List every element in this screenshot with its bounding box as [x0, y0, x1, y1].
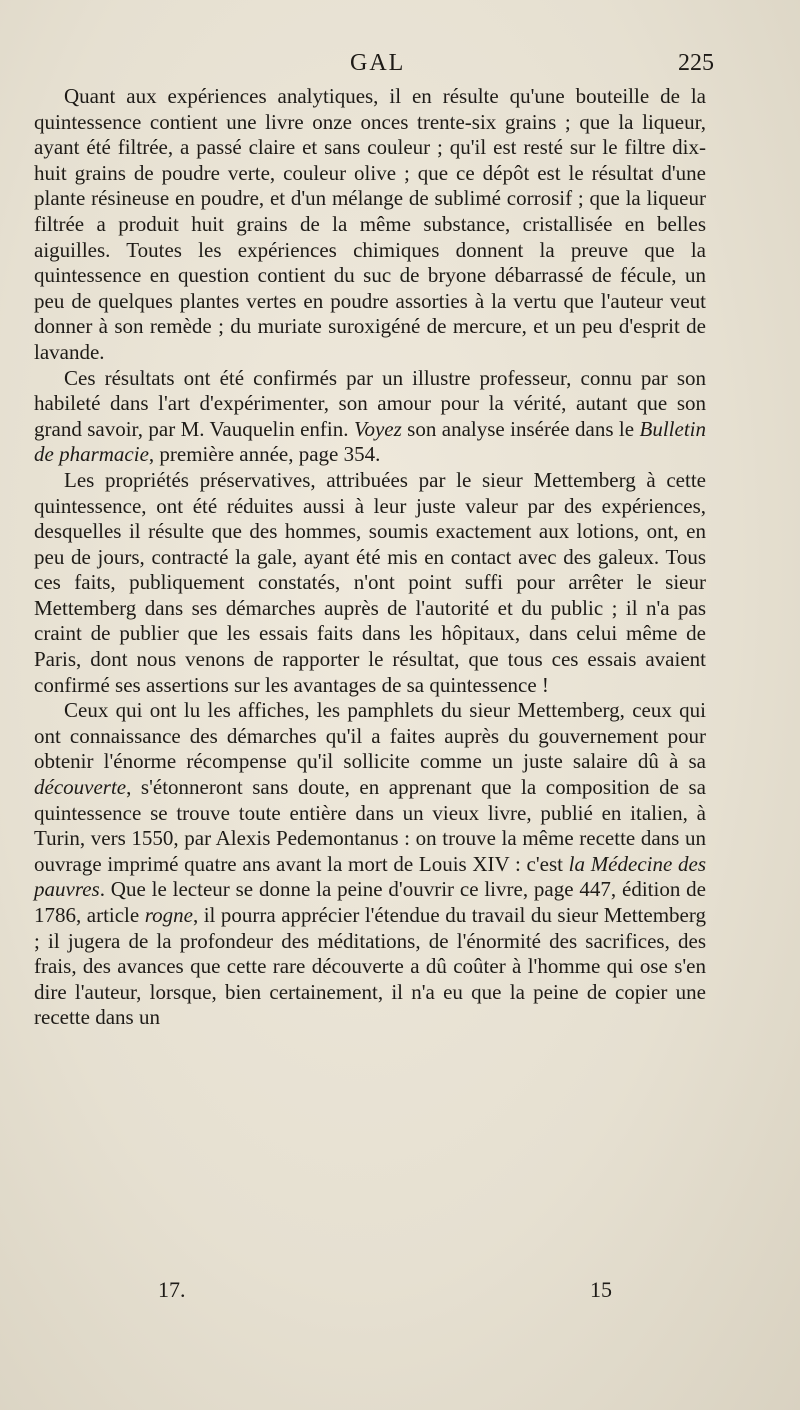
page-number: 225: [678, 50, 714, 76]
italic-run: Voyez: [353, 416, 402, 441]
text-run: , il pourra apprécier l'étendue du travail du sieur Mettemberg ; il jugera de la profondeur des méditations, de l'énormité des sacrifices, des frais, des avances que cette rare découverte a dû coûter à l'homme qui ose s'en dire l'auteur, lorsque, bien certainement, il n'a eu que la peine de copier une recette dans un: [34, 903, 706, 1030]
text-run: , s'étonneront sans doute, en apprenant que la composition de sa quintessence se trouve toute entière dans un vieux livre, publié en italien, à Turin, vers 1550, par Alexis Pedemontanus : on trouve la même recette dans un ouvrage imprimé quatre ans avant la mort de Louis XIV : c'est: [34, 775, 706, 876]
signature-left: 17.: [158, 1277, 186, 1302]
text-run: , première année, page 354.: [148, 442, 381, 467]
text-run: Ceux qui ont lu les affiches, les pamphlets du sieur Mettemberg, ceux qui ont connaissance des démarches qu'il a faites auprès du gouvernement pour obtenir l'énorme récompense qu'il sollicite comme un juste salaire dû à sa: [34, 698, 706, 774]
paragraph-analysis: [34, 84, 706, 366]
text-run: . Que le lecteur se donne la peine d'ouvrir ce livre, page 447, édition de 1786, article: [34, 877, 706, 927]
italic-run: rogne: [144, 903, 193, 927]
paragraph-confirmation: [34, 366, 706, 468]
text-run: Quant aux expériences analytiques, il en résulte qu'une bouteille de la quintessence contient une livre onze onces trente-six grains ; que la liqueur, ayant été filtrée, a passé claire et sans couleur ; qu'il est resté sur le filtre dix-huit grains de poudre verte, couleur olive ; que ce dépôt est le résultat d'une plante résineuse en poudre, et d'un mélange de sublimé corrosif ; que la liqueur filtrée a produit huit grains de la même substance, cristallisée en belles aiguilles. Toutes les expériences chimiques donnent la preuve que la quintessence en question contient du suc de bryone débarrassé de fécule, un peu de quelques plantes vertes en poudre assorties à la vertu que l'auteur veut donner à son remède ; du muriate suroxigéné de mercure, et un peu d'esprit de lavande.: [34, 84, 706, 364]
paragraph-pamphlets: [34, 698, 706, 1031]
paragraph-properties: [34, 468, 706, 698]
text-run: Ces résultats ont été confirmés par un illustre professeur, connu par son habileté dans l'art d'expérimenter, son amour pour la vérité, autant que son grand savoir, par M. Vauquelin enfin.: [34, 365, 706, 441]
signature-right: 15: [590, 1277, 612, 1302]
text-run: Les propriétés préservatives, attribuées par le sieur Mettemberg à cette quintessence, ont été réduites aussi à leur juste valeur par des expériences, desquelles il résulte que des hommes, soumis exactement aux lotions, ont, en peu de jours, contracté la gale, ayant été mis en contact avec des galeux. Tous ces faits, publiquement constatés, n'ont point suffi pour arrêter le sieur Mettemberg dans ses démarches auprès de l'autorité et du public ; il n'a pas craint de publier que les essais faits dans les hôpitaux, dans celui même de Paris, dont nous venons de rapporter le résultat, que tous ces essais avaient confirmé ses assertions sur les avantages de sa quintessence !: [34, 467, 706, 697]
text-run: son analyse insérée dans le: [401, 416, 640, 441]
body-text: [34, 84, 706, 1031]
running-title: GAL: [350, 50, 406, 76]
signature-marks: [34, 1277, 714, 1307]
running-head: [34, 50, 714, 80]
italic-run: la Médecine des pauvres: [34, 851, 706, 902]
italic-run: découverte: [34, 775, 127, 800]
italic-run: Bulletin de pharmacie: [34, 416, 706, 467]
